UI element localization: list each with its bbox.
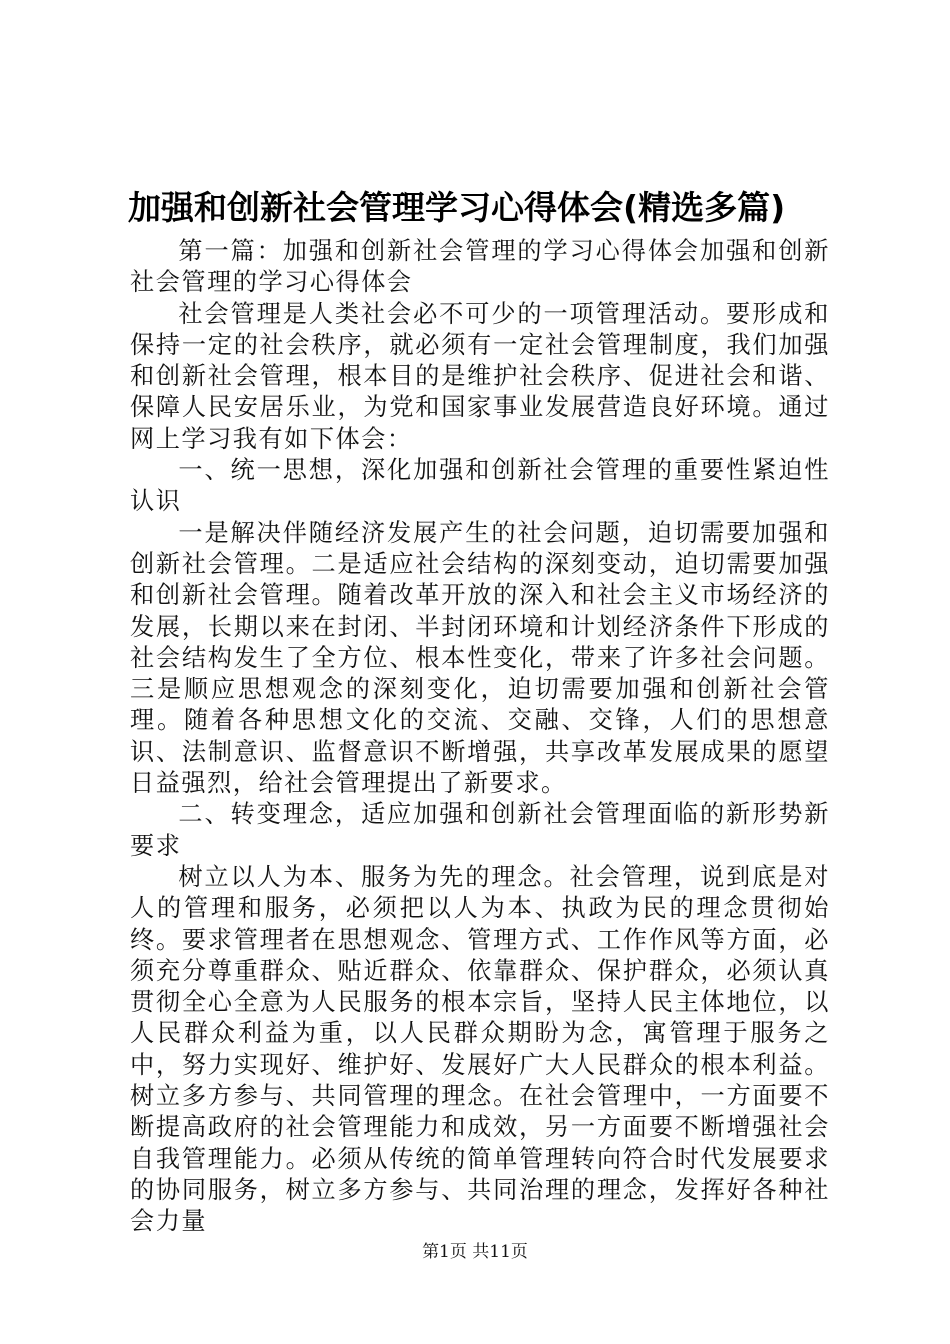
- section-heading-1: 一、统一思想，深化加强和创新社会管理的重要性紧迫性认识: [130, 456, 830, 516]
- paragraph-overview: 社会管理是人类社会必不可少的一项管理活动。要形成和保持一定的社会秩序，就必须有一定社会管理制度，我们加强和创新社会管理，根本目的是维护社会秩序、促进社会和谐、保障人民安居乐业，为党和国家事业发展营造良好环境。通过网上学习我有如下体会：: [130, 299, 830, 453]
- paragraph-intro: 第一篇：加强和创新社会管理的学习心得体会加强和创新社会管理的学习心得体会: [130, 237, 830, 297]
- paragraph-section-1: 一是解决伴随经济发展产生的社会问题，迫切需要加强和创新社会管理。二是适应社会结构的深刻变动，迫切需要加强和创新社会管理。随着改革开放的深入和社会主义市场经济的发展，长期以来在封闭、半封闭环境和计划经济条件下形成的社会结构发生了全方位、根本性变化，带来了许多社会问题。三是顺应思想观念的深刻变化，迫切需要加强和创新社会管理。随着各种思想文化的交流、交融、交锋，人们的思想意识、法制意识、监督意识不断增强，共享改革发展成果的愿望日益强烈，给社会管理提出了新要求。: [130, 518, 830, 798]
- paragraph-section-2: 树立以人为本、服务为先的理念。社会管理，说到底是对人的管理和服务，必须把以人为本、执政为民的理念贯彻始终。要求管理者在思想观念、管理方式、工作作风等方面，必须充分尊重群众、贴近群众、依靠群众、保护群众，必须认真贯彻全心全意为人民服务的根本宗旨，坚持人民主体地位，以人民群众利益为重，以人民群众期盼为念，寓管理于服务之中，努力实现好、维护好、发展好广大人民群众的根本利益。树立多方参与、共同管理的理念。在社会管理中，一方面要不断提高政府的社会管理能力和成效，另一方面要不断增强社会自我管理能力。必须从传统的简单管理转向符合时代发展要求的协同服务，树立多方参与、共同治理的理念，发挥好各种社会力量: [130, 862, 830, 1236]
- page-number-footer: 第1页 共11页: [422, 1242, 528, 1262]
- section-heading-2: 二、转变理念，适应加强和创新社会管理面临的新形势新要求: [130, 800, 830, 860]
- page-title: 加强和创新社会管理学习心得体会(精选多篇): [128, 188, 786, 227]
- document-body: [130, 236, 830, 1238]
